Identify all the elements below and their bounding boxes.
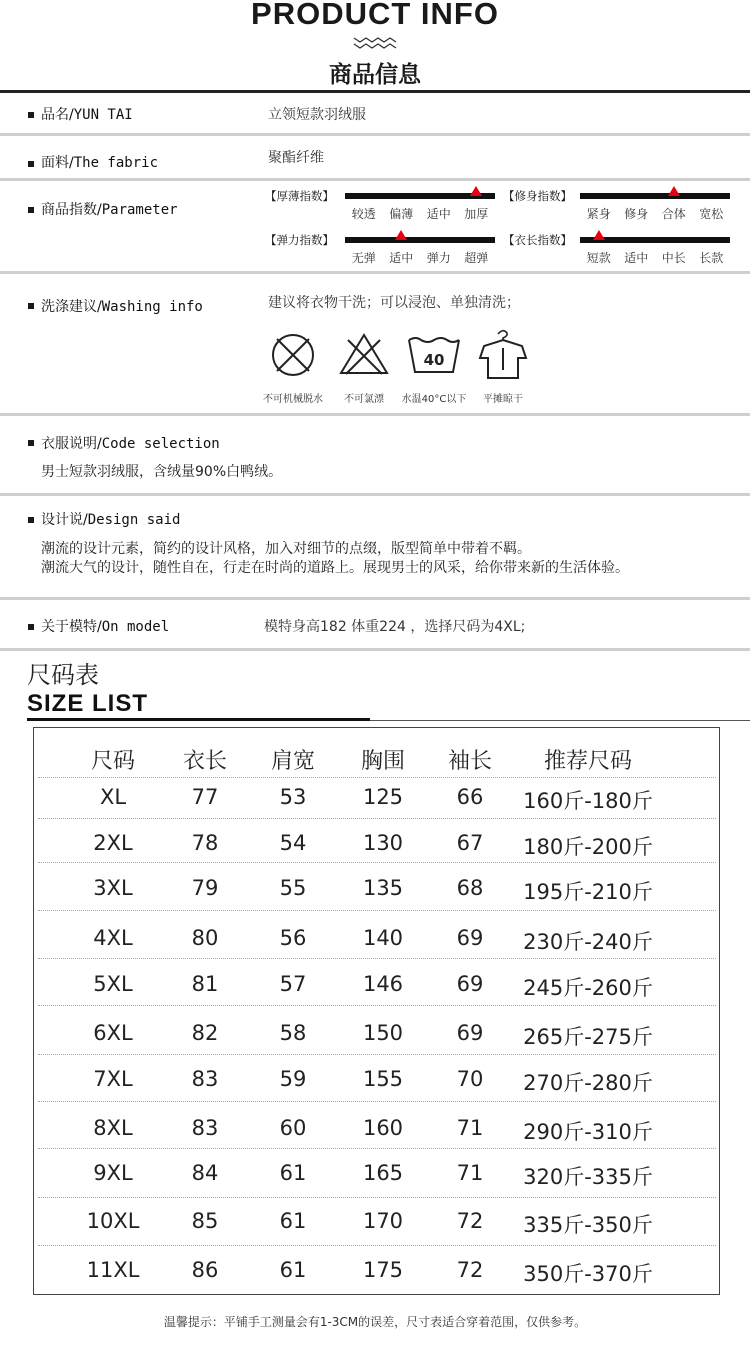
table-cell: 61 xyxy=(279,1209,307,1233)
washing-label-en: Washing info xyxy=(101,299,203,315)
flat-dry-icon xyxy=(478,328,528,380)
scale-option-label: 无弹 xyxy=(351,251,376,265)
table-cell: 125 xyxy=(362,785,404,809)
scale-selected-marker-icon xyxy=(668,186,680,196)
design-label-en: Design said xyxy=(87,512,181,528)
size-list-title-en: SIZE LIST xyxy=(27,690,149,717)
table-cell: 83 xyxy=(191,1116,219,1140)
scale-selected-marker-icon xyxy=(395,230,407,240)
washing-value: 建议将衣物干洗；可以浸泡、单独清洗； xyxy=(268,295,520,311)
table-size-cell: 3XL xyxy=(93,876,133,900)
table-row-divider xyxy=(38,958,716,959)
table-cell: 160 xyxy=(362,1116,404,1140)
scale-bar xyxy=(345,237,495,243)
table-cell: 165 xyxy=(362,1161,404,1185)
code-text: 男士短款羽绒服，含绒量90%白鸭绒。 xyxy=(41,464,283,480)
table-row-divider xyxy=(38,1245,716,1246)
table-row-divider xyxy=(38,777,716,778)
table-cell: 60 xyxy=(279,1116,307,1140)
scale-option-label: 加厚 xyxy=(464,207,489,221)
scale-option-label: 偏薄 xyxy=(389,207,414,221)
table-cell: 57 xyxy=(279,972,307,996)
model-label xyxy=(41,616,169,636)
table-cell: 135 xyxy=(362,876,404,900)
table-size-cell: 10XL xyxy=(86,1209,140,1233)
table-cell: 270斤-280斤 xyxy=(523,1071,653,1095)
table-cell: 83 xyxy=(191,1067,219,1091)
parameter-label-en: Parameter xyxy=(101,202,178,218)
table-cell: 320斤-335斤 xyxy=(523,1165,653,1189)
table-cell: 195斤-210斤 xyxy=(523,880,653,904)
scale-option-label: 适中 xyxy=(389,251,414,265)
name-label xyxy=(41,104,133,124)
table-header-cell: 胸围 xyxy=(360,749,406,774)
scale-option-label: 弹力 xyxy=(426,251,451,265)
scale-option-label: 长款 xyxy=(699,251,724,265)
table-cell: 71 xyxy=(456,1116,484,1140)
table-size-cell: 8XL xyxy=(93,1116,133,1140)
fabric-label-cn: 面料/ xyxy=(41,155,74,171)
table-cell: 59 xyxy=(279,1067,307,1091)
bullet-icon xyxy=(28,161,34,167)
scale-option-label: 合体 xyxy=(661,207,686,221)
table-cell: 84 xyxy=(191,1161,219,1185)
table-cell: 245斤-260斤 xyxy=(523,976,653,1000)
divider xyxy=(0,133,750,136)
table-cell: 265斤-275斤 xyxy=(523,1025,653,1049)
table-cell: 140 xyxy=(362,926,404,950)
table-cell: 85 xyxy=(191,1209,219,1233)
code-label-en: Code selection xyxy=(101,436,220,452)
zigzag-divider-icon xyxy=(352,35,400,53)
table-cell: 69 xyxy=(456,972,484,996)
scale-title: 【厚薄指数】 xyxy=(265,189,334,203)
table-header-cell: 推荐尺码 xyxy=(543,749,633,774)
table-row-divider xyxy=(38,1054,716,1055)
table-cell: 72 xyxy=(456,1209,484,1233)
table-cell: 68 xyxy=(456,876,484,900)
table-row-divider xyxy=(38,1005,716,1006)
table-size-cell: 7XL xyxy=(93,1067,133,1091)
bullet-icon xyxy=(28,624,34,630)
scale-option-label: 紧身 xyxy=(586,207,611,221)
divider xyxy=(0,178,750,181)
table-cell: 180斤-200斤 xyxy=(523,835,653,859)
design-line-2: 潮流大气的设计，随性自在，行走在时尚的道路上。展现男士的风采，给你带来新的生活体验。 xyxy=(41,560,629,576)
table-size-cell: 2XL xyxy=(93,831,133,855)
page-title-cn: 商品信息 xyxy=(329,62,421,88)
table-header-cell: 肩宽 xyxy=(270,749,316,774)
scale-title: 【衣长指数】 xyxy=(503,233,572,247)
scale-selected-marker-icon xyxy=(470,186,482,196)
scale-bar xyxy=(580,193,730,199)
no-bleach-icon xyxy=(338,332,390,376)
table-cell: 155 xyxy=(362,1067,404,1091)
scale-option-label: 较透 xyxy=(351,207,376,221)
size-list-underline-bold xyxy=(27,718,370,721)
table-cell: 56 xyxy=(279,926,307,950)
table-cell: 58 xyxy=(279,1021,307,1045)
table-header-cell: 袖长 xyxy=(447,749,493,774)
table-size-cell: 9XL xyxy=(93,1161,133,1185)
divider xyxy=(0,648,750,651)
size-list-underline-thin xyxy=(370,720,750,721)
code-label xyxy=(41,433,220,453)
table-cell: 77 xyxy=(191,785,219,809)
table-size-cell: XL xyxy=(99,785,127,809)
fabric-label-en: The fabric xyxy=(73,155,159,171)
table-cell: 335斤-350斤 xyxy=(523,1213,653,1237)
washing-label xyxy=(41,296,203,316)
size-list-title-cn: 尺码表 xyxy=(27,661,99,689)
table-cell: 146 xyxy=(362,972,404,996)
table-cell: 54 xyxy=(279,831,307,855)
design-label xyxy=(41,509,180,529)
model-value: 模特身高182 体重224 ，选择尺码为4XL; xyxy=(264,619,526,635)
table-cell: 175 xyxy=(362,1258,404,1282)
wash-temp-number: 40 xyxy=(423,351,445,369)
model-label-en: On model xyxy=(101,619,170,635)
table-size-cell: 5XL xyxy=(93,972,133,996)
scale-option-label: 适中 xyxy=(624,251,649,265)
table-size-cell: 11XL xyxy=(86,1258,140,1282)
table-row-divider xyxy=(38,862,716,863)
page-title-en: PRODUCT INFO xyxy=(251,0,499,31)
fabric-label xyxy=(41,152,158,172)
table-cell: 350斤-370斤 xyxy=(523,1262,653,1286)
table-row-divider xyxy=(38,818,716,819)
table-cell: 290斤-310斤 xyxy=(523,1120,653,1144)
scale-option-label: 适中 xyxy=(426,207,451,221)
design-line-1: 潮流的设计元素，简约的设计风格，加入对细节的点缀，版型简单中带着不羁。 xyxy=(41,541,531,557)
name-label-cn: 品名/ xyxy=(41,107,74,123)
table-cell: 72 xyxy=(456,1258,484,1282)
bullet-icon xyxy=(28,517,34,523)
table-cell: 66 xyxy=(456,785,484,809)
table-cell: 55 xyxy=(279,876,307,900)
table-header-cell: 衣长 xyxy=(182,749,228,774)
parameter-label-cn: 商品指数/ xyxy=(41,202,102,218)
table-cell: 69 xyxy=(456,1021,484,1045)
washing-label-cn: 洗涤建议/ xyxy=(41,299,102,315)
table-cell: 61 xyxy=(279,1258,307,1282)
table-cell: 86 xyxy=(191,1258,219,1282)
table-size-cell: 6XL xyxy=(93,1021,133,1045)
code-label-cn: 衣服说明/ xyxy=(41,436,102,452)
scale-option-label: 短款 xyxy=(586,251,611,265)
table-cell: 130 xyxy=(362,831,404,855)
table-cell: 150 xyxy=(362,1021,404,1045)
wash-caption-3: 水温40°C以下 xyxy=(401,394,467,405)
scale-title: 【弹力指数】 xyxy=(265,233,334,247)
table-cell: 160斤-180斤 xyxy=(523,789,653,813)
table-cell: 82 xyxy=(191,1021,219,1045)
bullet-icon xyxy=(28,303,34,309)
table-row-divider xyxy=(38,1101,716,1102)
divider xyxy=(0,413,750,416)
table-cell: 170 xyxy=(362,1209,404,1233)
table-cell: 80 xyxy=(191,926,219,950)
table-cell: 78 xyxy=(191,831,219,855)
divider xyxy=(0,271,750,274)
scale-selected-marker-icon xyxy=(593,230,605,240)
name-value: 立领短款羽绒服 xyxy=(268,107,366,123)
scale-option-label: 中长 xyxy=(661,251,686,265)
no-machine-wash-icon xyxy=(268,330,318,380)
table-cell: 81 xyxy=(191,972,219,996)
scale-title: 【修身指数】 xyxy=(503,189,572,203)
table-cell: 230斤-240斤 xyxy=(523,930,653,954)
divider xyxy=(0,493,750,496)
table-row-divider xyxy=(38,910,716,911)
name-label-en: YUN TAI xyxy=(73,107,133,123)
model-label-cn: 关于模特/ xyxy=(41,619,102,635)
table-cell: 79 xyxy=(191,876,219,900)
wash-40-icon xyxy=(406,334,462,376)
table-cell: 53 xyxy=(279,785,307,809)
wash-caption-2: 不可氯漂 xyxy=(344,394,384,405)
bullet-icon xyxy=(28,440,34,446)
wash-caption-4: 平摊晾干 xyxy=(483,394,523,405)
table-cell: 67 xyxy=(456,831,484,855)
wash-caption-1: 不可机械脱水 xyxy=(263,394,323,405)
bullet-icon xyxy=(28,207,34,213)
table-cell: 69 xyxy=(456,926,484,950)
table-cell: 61 xyxy=(279,1161,307,1185)
parameter-label xyxy=(41,199,178,219)
header-divider xyxy=(0,90,750,93)
footer-tip: 温馨提示：平铺手工测量会有1-3CM的误差，尺寸表适合穿着范围，仅供参考。 xyxy=(163,1315,587,1329)
table-header-cell: 尺码 xyxy=(90,749,136,774)
table-size-cell: 4XL xyxy=(93,926,133,950)
fabric-value: 聚酯纤维 xyxy=(268,150,324,166)
scale-option-label: 宽松 xyxy=(699,207,724,221)
table-row-divider xyxy=(38,1148,716,1149)
divider xyxy=(0,597,750,600)
table-cell: 71 xyxy=(456,1161,484,1185)
design-label-cn: 设计说/ xyxy=(41,512,88,528)
table-row-divider xyxy=(38,1197,716,1198)
bullet-icon xyxy=(28,112,34,118)
scale-option-label: 修身 xyxy=(624,207,649,221)
scale-option-label: 超弹 xyxy=(464,251,489,265)
table-cell: 70 xyxy=(456,1067,484,1091)
